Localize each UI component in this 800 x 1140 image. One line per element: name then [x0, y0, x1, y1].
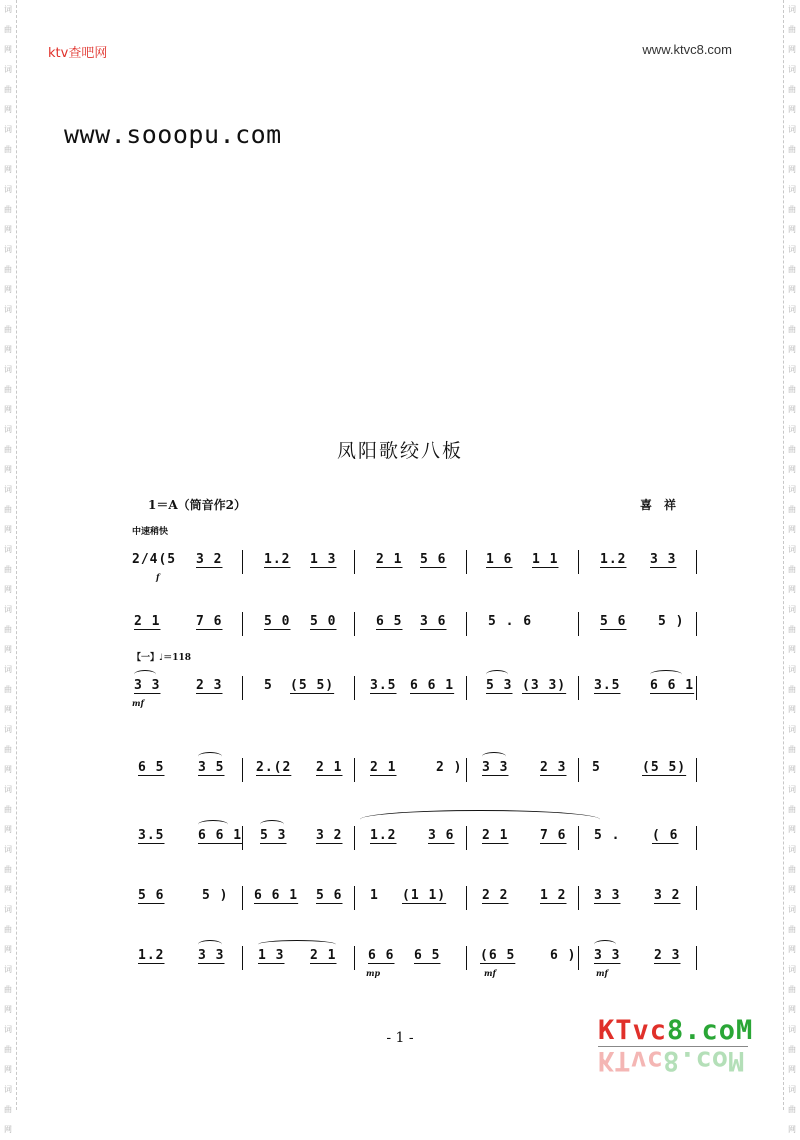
note-group: 2 1 — [310, 948, 337, 963]
left-border-strip — [0, 0, 17, 1134]
dynamic-marking: mf — [132, 698, 144, 708]
note-group: 5 3 — [486, 678, 513, 693]
note-group: 3.5 — [594, 678, 621, 693]
note-group: 2 3 — [540, 760, 567, 775]
bar-line — [578, 946, 579, 970]
header-site-url[interactable]: www.ktvc8.com — [642, 42, 732, 57]
bar-line — [696, 758, 697, 782]
note-group: 6 6 — [368, 948, 395, 963]
bar-line — [466, 826, 467, 850]
note-group: 3 5 — [198, 760, 225, 775]
note-group: 3 2 — [654, 888, 681, 903]
bar-line — [466, 946, 467, 970]
note-group: 1 3 — [258, 948, 285, 963]
bar-line — [696, 886, 697, 910]
bar-line — [466, 550, 467, 574]
note-group: 3.5 — [370, 678, 397, 693]
note-group: (5 5) — [642, 760, 687, 775]
note-group: 3 2 — [316, 828, 343, 843]
bar-line — [466, 676, 467, 700]
bar-line — [242, 946, 243, 970]
side-strip-text: 词曲网词曲网词曲网词曲网词曲网词曲网词曲网词曲网词曲网词曲网词曲网词曲网词曲网词曲网词曲网词曲网词曲网词曲网词曲网 — [788, 5, 796, 1134]
note-group: 6 ) — [550, 948, 577, 963]
note-group: 5 ) — [658, 614, 685, 629]
note-group: 3 3 — [134, 678, 161, 693]
note-group: 2 1 — [370, 760, 397, 775]
bar-line — [354, 758, 355, 782]
bar-line — [354, 826, 355, 850]
side-strip-text: 词曲网词曲网词曲网词曲网词曲网词曲网词曲网词曲网词曲网词曲网词曲网词曲网词曲网词曲网词曲网词曲网词曲网词曲网词曲网 — [4, 5, 12, 1134]
composer-credit: 喜祥 — [640, 498, 689, 512]
note-group: 3 6 — [428, 828, 455, 843]
bar-line — [242, 676, 243, 700]
score-line-7 — [130, 946, 705, 976]
note-group: 2.(2 — [256, 760, 292, 775]
note-group: 5 3 — [260, 828, 287, 843]
bar-line — [578, 612, 579, 636]
note-group: 5 — [264, 678, 273, 693]
bar-line — [242, 550, 243, 574]
dynamic-marking: mf — [596, 968, 608, 978]
note-group: (1 1) — [402, 888, 447, 903]
note-group: 1 — [370, 888, 379, 903]
bar-line — [696, 612, 697, 636]
bar-line — [466, 612, 467, 636]
score-line-5 — [130, 826, 705, 856]
score-line-6 — [130, 886, 705, 916]
bar-line — [354, 612, 355, 636]
note-group: 3.5 — [138, 828, 165, 843]
note-group: 3 3 — [594, 948, 621, 963]
note-group: 3 2 — [196, 552, 223, 567]
note-group: 5 — [592, 760, 601, 775]
note-group: 6 5 — [138, 760, 165, 775]
note-group: 1.2 — [600, 552, 627, 567]
bar-line — [242, 826, 243, 850]
bar-line — [354, 946, 355, 970]
note-group: 5 6 — [600, 614, 627, 629]
note-group: ( 6 — [652, 828, 679, 843]
right-border-strip — [783, 0, 800, 1134]
note-group: 2/4(5 — [132, 552, 177, 567]
note-group: 1 2 — [540, 888, 567, 903]
note-group: 2 3 — [654, 948, 681, 963]
bar-line — [578, 826, 579, 850]
tempo-marking: 中速稍快 — [132, 527, 169, 537]
bar-line — [242, 612, 243, 636]
note-group: 5 0 — [310, 614, 337, 629]
note-group: (6 5 — [480, 948, 516, 963]
logo-reflection: KTvc8.coM — [598, 1045, 745, 1076]
source-url: www.sooopu.com — [64, 120, 282, 149]
note-group: 3 6 — [420, 614, 447, 629]
dynamic-marking: f — [156, 572, 160, 582]
logo-text: KTvc8.coM — [598, 1015, 754, 1046]
note-group: 1 6 — [486, 552, 513, 567]
note-group: 6 6 1 — [254, 888, 299, 903]
score-title: 凤阳歌绞八板 — [336, 440, 463, 462]
bar-line — [354, 550, 355, 574]
note-group: (3 3) — [522, 678, 567, 693]
score-line-2 — [130, 612, 705, 642]
score-line-4 — [130, 758, 705, 788]
bar-line — [578, 886, 579, 910]
dynamic-marking: mp — [366, 968, 381, 978]
note-group: 6 6 1 — [198, 828, 243, 843]
note-group: 2 2 — [482, 888, 509, 903]
note-group: 1.2 — [370, 828, 397, 843]
score-line-3 — [130, 676, 705, 706]
note-group: (5 5) — [290, 678, 335, 693]
score-line-1 — [130, 550, 705, 580]
note-group: 2 3 — [196, 678, 223, 693]
note-group: 1 3 — [310, 552, 337, 567]
note-group: 2 1 — [316, 760, 343, 775]
header-site-name[interactable]: ktv查吧网 — [48, 46, 108, 61]
page-number: - 1 - — [386, 1030, 414, 1046]
bar-line — [696, 946, 697, 970]
bar-line — [354, 886, 355, 910]
note-group: 2 ) — [436, 760, 463, 775]
note-group: 5 6 — [316, 888, 343, 903]
section-marking: 【一】♩＝118 — [132, 653, 192, 663]
note-group: 5 . — [594, 828, 621, 843]
note-group: 5 0 — [264, 614, 291, 629]
bar-line — [696, 550, 697, 574]
note-group: 2 1 — [376, 552, 403, 567]
note-group: 6 6 1 — [410, 678, 455, 693]
note-group: 5 6 — [420, 552, 447, 567]
bar-line — [578, 550, 579, 574]
bar-line — [578, 676, 579, 700]
note-group: 1.2 — [138, 948, 165, 963]
bar-line — [466, 758, 467, 782]
dynamic-marking: mf — [484, 968, 496, 978]
bar-line — [242, 886, 243, 910]
key-signature: 1＝A（筒音作2） — [148, 498, 247, 512]
note-group: 2 1 — [482, 828, 509, 843]
note-group: 7 6 — [196, 614, 223, 629]
note-group: 1.2 — [264, 552, 291, 567]
bar-line — [354, 676, 355, 700]
bar-line — [466, 886, 467, 910]
note-group: 3 3 — [482, 760, 509, 775]
note-group: 3 3 — [650, 552, 677, 567]
bar-line — [578, 758, 579, 782]
ktvc8-logo[interactable] — [598, 1015, 754, 1076]
note-group: 2 1 — [134, 614, 161, 629]
note-group: 3 3 — [198, 948, 225, 963]
bar-line — [242, 758, 243, 782]
note-group: 3 3 — [594, 888, 621, 903]
bar-line — [696, 676, 697, 700]
note-group: 6 5 — [376, 614, 403, 629]
note-group: 5 ) — [202, 888, 229, 903]
note-group: 1 1 — [532, 552, 559, 567]
bar-line — [696, 826, 697, 850]
note-group: 6 5 — [414, 948, 441, 963]
note-group: 5 . 6 — [488, 614, 533, 629]
note-group: 7 6 — [540, 828, 567, 843]
note-group: 5 6 — [138, 888, 165, 903]
note-group: 6 6 1 — [650, 678, 695, 693]
